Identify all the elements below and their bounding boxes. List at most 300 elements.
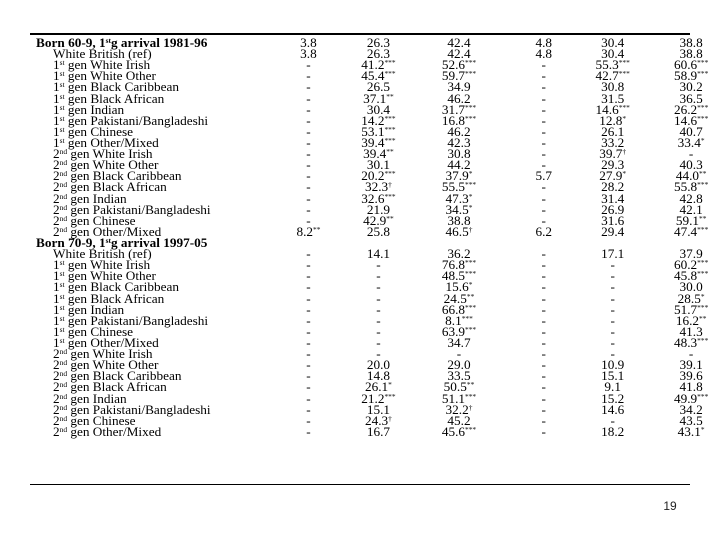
cell-value: 38.8	[679, 47, 703, 62]
cell-value: 55.5	[441, 180, 466, 195]
cell-value: -	[306, 324, 311, 339]
significance-marker: **	[466, 381, 475, 390]
heading-ordinal: st	[105, 37, 111, 45]
cell-value: 15.1	[601, 369, 625, 384]
generation-number: 1	[52, 102, 60, 117]
cell-value: 28.2	[601, 180, 625, 195]
row-label-text: gen White Other	[67, 358, 159, 373]
row-label-text: gen Black African	[64, 291, 165, 306]
significance-marker: **	[313, 225, 321, 234]
cell-value: 9.1	[604, 380, 621, 395]
cell-value: -	[541, 380, 546, 395]
row-label-text: gen Black African	[67, 180, 167, 195]
row-label-text: gen Indian	[67, 391, 127, 406]
generation-number: 1	[52, 258, 60, 273]
cell-value: -	[306, 202, 311, 217]
cell-value: 4.8	[535, 47, 553, 62]
cell-value: 42.1	[679, 202, 703, 217]
significance-marker: **	[699, 170, 707, 179]
cell-value: 29.0	[447, 358, 471, 373]
table-cell	[348, 224, 409, 239]
significance-marker: ***	[384, 136, 396, 145]
cell-value: 51.1	[441, 391, 466, 406]
generation-ordinal: nd	[59, 370, 68, 379]
significance-marker: ***	[618, 103, 630, 112]
cell-value: -	[306, 269, 311, 284]
cell-value: -	[306, 280, 311, 295]
significance-marker: ***	[384, 114, 396, 123]
page-number: 19	[663, 499, 677, 513]
cell-value: -	[306, 124, 311, 139]
generation-ordinal: nd	[59, 170, 68, 179]
cell-value: -	[541, 258, 546, 273]
cell-value: -	[541, 58, 546, 73]
cell-value: 42.4	[447, 36, 471, 50]
significance-marker: ***	[465, 259, 477, 268]
generation-number: 2	[52, 224, 60, 239]
cell-value: -	[610, 291, 615, 306]
table-bottom-rule	[30, 484, 690, 485]
table-cell	[513, 224, 574, 239]
cell-value: 44.0	[675, 169, 700, 184]
cell-value: 60.6	[673, 58, 698, 73]
cell-value: 40.7	[679, 124, 703, 139]
cell-value: 43.1	[677, 424, 701, 439]
cell-value: 25.8	[366, 224, 391, 239]
cell-value: 37.1	[363, 91, 387, 106]
cell-value: 37.9	[445, 169, 469, 184]
generation-ordinal: st	[59, 59, 65, 68]
cell-value: 26.1	[364, 380, 389, 395]
significance-marker: *	[468, 203, 473, 212]
cell-value: 58.9	[673, 69, 698, 84]
cell-value: -	[376, 280, 381, 295]
cell-value: 15.2	[601, 391, 625, 406]
row-label-text: gen White Irish	[64, 258, 151, 273]
cell-value: 31.5	[601, 91, 625, 106]
table-cell	[660, 424, 720, 439]
cell-value: 50.5	[443, 380, 467, 395]
generation-ordinal: nd	[59, 425, 68, 434]
cell-value: -	[306, 91, 311, 106]
cell-value: -	[541, 335, 546, 350]
cell-value: -	[541, 69, 546, 84]
generation-ordinal: nd	[59, 214, 68, 223]
cell-value: 34.5	[445, 202, 469, 217]
significance-marker: ***	[384, 392, 396, 401]
cell-value: -	[306, 380, 311, 395]
significance-marker: †	[388, 181, 392, 190]
cell-value: 34.7	[447, 335, 471, 350]
cell-value: -	[541, 91, 546, 106]
cell-value: -	[376, 324, 381, 339]
heading-text: Born 60-9, 1	[36, 36, 106, 50]
cell-value: -	[376, 313, 381, 328]
cell-value: -	[541, 413, 546, 428]
generation-ordinal: nd	[59, 159, 68, 168]
cell-value: -	[376, 335, 381, 350]
generation-number: 1	[52, 302, 60, 317]
table-cell	[278, 424, 339, 439]
cell-value: 39.1	[679, 358, 703, 373]
cell-value: -	[306, 424, 311, 439]
generation-number: 2	[52, 147, 60, 162]
cell-value: 29.3	[601, 158, 625, 173]
significance-marker: ***	[465, 303, 477, 312]
significance-marker: **	[466, 292, 475, 301]
cell-value: 14.2	[361, 113, 385, 128]
significance-marker: ***	[697, 59, 709, 68]
cell-value: -	[306, 169, 311, 184]
table-cell	[660, 224, 720, 239]
significance-marker: *	[468, 170, 473, 179]
cell-value: -	[306, 291, 311, 306]
cell-value: 31.6	[601, 213, 625, 228]
row-label-text: gen Indian	[64, 302, 125, 317]
table-cell	[428, 424, 489, 439]
significance-marker: ***	[384, 125, 396, 134]
cell-value: -	[541, 113, 546, 128]
cell-value: 47.3	[445, 191, 469, 206]
cell-value: 39.7	[599, 147, 623, 162]
cell-value: 3.8	[300, 36, 317, 50]
significance-marker: *	[468, 192, 473, 201]
cell-value: -	[306, 402, 311, 417]
cell-value: 5.7	[535, 169, 553, 184]
generation-ordinal: nd	[59, 392, 68, 401]
cell-value: 26.3	[366, 47, 391, 62]
row-label-text: gen White Irish	[64, 58, 151, 73]
significance-marker: ***	[697, 303, 709, 312]
cell-value: 36.5	[679, 91, 703, 106]
cell-value: -	[541, 191, 546, 206]
generation-number: 2	[52, 402, 60, 417]
cell-value: 30.8	[447, 147, 471, 162]
cell-value: 55.3	[595, 58, 619, 73]
cell-value: 46.5	[445, 224, 469, 239]
cell-value: 30.4	[601, 47, 625, 62]
significance-marker: †	[622, 148, 627, 157]
cell-value: 21.9	[366, 202, 391, 217]
generation-number: 2	[52, 202, 60, 217]
row-label-text: gen Pakistani/Bangladeshi	[67, 202, 211, 217]
generation-number: 2	[52, 213, 60, 228]
row-label-text: gen Other/Mixed	[67, 424, 162, 439]
significance-marker: **	[386, 214, 394, 223]
cell-value: 26.1	[601, 124, 625, 139]
cell-value: -	[306, 358, 311, 373]
cell-value: 20.0	[366, 358, 391, 373]
cell-value: 48.3	[673, 335, 698, 350]
significance-marker: *	[622, 114, 627, 123]
significance-marker: ***	[465, 114, 477, 123]
cell-value: -	[306, 313, 311, 328]
row-label-text: gen White Other	[64, 69, 156, 84]
row-label-text: gen Chinese	[67, 213, 136, 228]
cell-value: 40.3	[679, 158, 703, 173]
cell-value: 30.2	[679, 80, 703, 95]
cell-value: 15.1	[366, 402, 391, 417]
significance-marker: ***	[384, 59, 396, 68]
cell-value: -	[541, 135, 546, 150]
generation-ordinal: st	[59, 303, 65, 312]
cell-value: 33.4	[677, 135, 701, 150]
cell-value: -	[376, 258, 381, 273]
cell-value: 8.1	[445, 313, 462, 328]
cell-value: 3.8	[300, 47, 317, 62]
generation-number: 2	[52, 413, 60, 428]
cell-value: -	[688, 347, 694, 362]
cell-value: 14.1	[366, 247, 391, 262]
row-label-text: gen Chinese	[64, 324, 134, 339]
cell-value: 6.2	[535, 224, 553, 239]
significance-marker: ***	[465, 325, 477, 334]
generation-ordinal: nd	[59, 359, 68, 368]
significance-marker: ***	[697, 225, 709, 234]
cell-value: 21.2	[361, 391, 385, 406]
significance-marker: ***	[465, 181, 477, 190]
row-label-text: gen White Irish	[67, 347, 153, 362]
cell-value: -	[541, 302, 546, 317]
cell-value: 10.9	[601, 358, 625, 373]
cell-value: 14.8	[366, 369, 391, 384]
cell-value: -	[376, 347, 381, 362]
cell-value: 59.1	[675, 213, 700, 228]
row-label-text: gen Indian	[64, 102, 125, 117]
significance-marker: †	[388, 414, 392, 423]
significance-marker: **	[386, 92, 394, 101]
significance-marker: ***	[384, 192, 396, 201]
cell-value: -	[610, 313, 615, 328]
generation-number: 1	[52, 135, 60, 150]
row-label-text: gen Indian	[67, 191, 127, 206]
heading-text: Born 70-9, 1	[36, 235, 106, 250]
table-cell	[582, 424, 643, 439]
heading-ordinal: st	[105, 236, 111, 245]
cell-value: 14.6	[595, 102, 619, 117]
cell-value: -	[610, 335, 615, 350]
cell-value: 38.8	[679, 36, 703, 50]
cell-value: -	[541, 180, 546, 195]
cell-value: 39.4	[363, 147, 387, 162]
cell-value: 52.6	[441, 58, 466, 73]
significance-marker: †	[468, 225, 473, 234]
cell-value: -	[541, 347, 546, 362]
row-label-text: gen Pakistani/Bangladeshi	[67, 402, 211, 417]
cell-value: -	[306, 191, 311, 206]
generation-number: 1	[52, 335, 60, 350]
row-label-text: White British (ref)	[52, 247, 152, 262]
cell-value: 49.9	[673, 391, 698, 406]
cell-value: -	[610, 302, 615, 317]
cell-value: -	[306, 158, 311, 173]
generation-number: 2	[52, 158, 60, 173]
generation-ordinal: st	[59, 136, 65, 145]
significance-marker: ***	[697, 270, 709, 279]
cell-value: -	[610, 269, 615, 284]
significance-marker: **	[699, 214, 707, 223]
cell-value: -	[306, 58, 311, 73]
significance-marker: *	[700, 425, 705, 434]
row-label-text: gen Black African	[64, 91, 165, 106]
cell-value: -	[541, 124, 546, 139]
cell-value: -	[610, 347, 615, 362]
row-label-text: gen White Other	[67, 158, 159, 173]
significance-marker: ***	[697, 336, 709, 345]
row-label-text: gen Black Caribbean	[67, 169, 182, 184]
significance-marker: ***	[697, 103, 709, 112]
cell-value: -	[541, 358, 546, 373]
generation-ordinal: nd	[59, 414, 68, 423]
generation-ordinal: nd	[59, 181, 68, 190]
cell-value: 41.8	[679, 380, 703, 395]
cell-value: 44.2	[447, 158, 471, 173]
cell-value: 38.8	[447, 213, 471, 228]
row-label-text: gen Other/Mixed	[64, 135, 159, 150]
cell-value: -	[541, 313, 546, 328]
generation-number: 2	[52, 358, 60, 373]
row-label-text: gen Other/Mixed	[67, 224, 162, 239]
cell-value: -	[610, 258, 615, 273]
generation-ordinal: nd	[59, 225, 68, 234]
cell-value: -	[541, 291, 546, 306]
cell-value: 29.4	[601, 224, 625, 239]
row-label-text: gen Pakistani/Bangladeshi	[64, 313, 209, 328]
row-label-text: gen White Other	[64, 269, 156, 284]
significance-marker: ***	[384, 170, 396, 179]
heading-suffix: g arrival 1997-05	[110, 235, 208, 250]
significance-marker: *	[700, 136, 705, 145]
cell-value: -	[541, 213, 546, 228]
cell-value: -	[306, 213, 311, 228]
cell-value: 30.4	[366, 102, 391, 117]
cell-value: -	[688, 147, 694, 162]
cell-value: 15.6	[445, 280, 469, 295]
cell-value: -	[306, 258, 311, 273]
generation-ordinal: st	[59, 81, 65, 90]
generation-number: 1	[52, 291, 60, 306]
cell-value: -	[306, 147, 311, 162]
generation-number: 2	[52, 424, 60, 439]
cell-value: 4.8	[535, 36, 553, 50]
cell-value: 48.5	[441, 269, 466, 284]
cell-value: 45.2	[447, 413, 471, 428]
cell-value: -	[376, 302, 381, 317]
row-label-text: gen Black Caribbean	[67, 369, 182, 384]
generation-number: 1	[52, 269, 60, 284]
cell-value: 28.5	[677, 291, 701, 306]
cell-value: 18.2	[601, 424, 625, 439]
cell-value: -	[541, 202, 546, 217]
table-row	[0, 424, 720, 439]
generation-number: 1	[52, 280, 60, 295]
cell-value: 16.2	[675, 313, 700, 328]
cell-value: 60.2	[673, 258, 698, 273]
cell-value: 45.6	[441, 424, 466, 439]
generation-ordinal: st	[59, 314, 65, 323]
cell-value: -	[306, 413, 311, 428]
row-label-text: gen Chinese	[64, 124, 134, 139]
significance-marker: ***	[384, 70, 396, 79]
generation-number: 1	[52, 124, 60, 139]
generation-ordinal: st	[59, 114, 65, 123]
cell-value: -	[541, 102, 546, 117]
significance-marker: ***	[697, 181, 709, 190]
cell-value: -	[541, 269, 546, 284]
significance-marker: ***	[465, 270, 477, 279]
cell-value: -	[306, 247, 311, 262]
generation-number: 1	[52, 58, 60, 73]
cell-value: 45.4	[361, 69, 385, 84]
cell-value: 26.5	[366, 80, 391, 95]
cell-value: 30.1	[366, 158, 391, 173]
cell-value: -	[610, 413, 615, 428]
generation-number: 2	[52, 180, 60, 195]
generation-ordinal: nd	[59, 148, 68, 157]
cell-value: -	[541, 402, 546, 417]
cell-value: 31.4	[601, 191, 625, 206]
cell-value: -	[306, 335, 311, 350]
significance-marker: ***	[465, 70, 477, 79]
cell-value: 30.0	[679, 280, 703, 295]
row-label-text: White British (ref)	[52, 47, 152, 62]
generation-ordinal: st	[59, 259, 65, 268]
cell-value: 39.4	[361, 135, 385, 150]
significance-marker: *	[388, 381, 392, 390]
significance-marker: ***	[618, 59, 630, 68]
cell-value: -	[306, 102, 311, 117]
generation-ordinal: st	[59, 92, 65, 101]
cell-value: -	[541, 158, 546, 173]
generation-number: 1	[52, 313, 60, 328]
cell-value: 37.9	[679, 247, 703, 262]
cell-value: 45.8	[673, 269, 698, 284]
cell-value: 14.6	[673, 113, 698, 128]
cell-value: -	[456, 347, 462, 362]
row-label-text: gen Black Caribbean	[64, 280, 180, 295]
cell-value: 76.8	[441, 258, 466, 273]
generation-ordinal: nd	[59, 348, 68, 357]
row-label-text: gen Pakistani/Bangladeshi	[64, 113, 209, 128]
significance-marker: ***	[465, 392, 477, 401]
cell-value: 53.1	[361, 124, 385, 139]
cell-value: 26.3	[366, 36, 391, 50]
cell-value: 46.2	[447, 91, 471, 106]
cell-value: 14.6	[601, 402, 625, 417]
cell-value: 26.9	[601, 202, 625, 217]
generation-ordinal: st	[59, 103, 65, 112]
significance-marker: ***	[697, 392, 709, 401]
cell-value: 12.8	[599, 113, 623, 128]
cell-value: -	[376, 269, 381, 284]
row-label-text: gen White Irish	[67, 147, 153, 162]
generation-ordinal: st	[59, 270, 65, 279]
generation-number: 2	[52, 369, 60, 384]
row-label-text: gen Black Caribbean	[64, 80, 180, 95]
cell-value: -	[306, 369, 311, 384]
generation-number: 1	[52, 91, 60, 106]
cell-value: 47.4	[673, 224, 698, 239]
cell-value: 20.2	[361, 169, 385, 184]
cell-value: -	[376, 291, 381, 306]
cell-value: 66.8	[441, 302, 466, 317]
cell-value: 39.6	[679, 369, 703, 384]
cell-value: 46.2	[447, 124, 471, 139]
cell-value: 33.5	[447, 369, 471, 384]
row-label-text: gen Black African	[67, 380, 167, 395]
cell-value: 24.3	[364, 413, 389, 428]
generation-number: 1	[52, 80, 60, 95]
